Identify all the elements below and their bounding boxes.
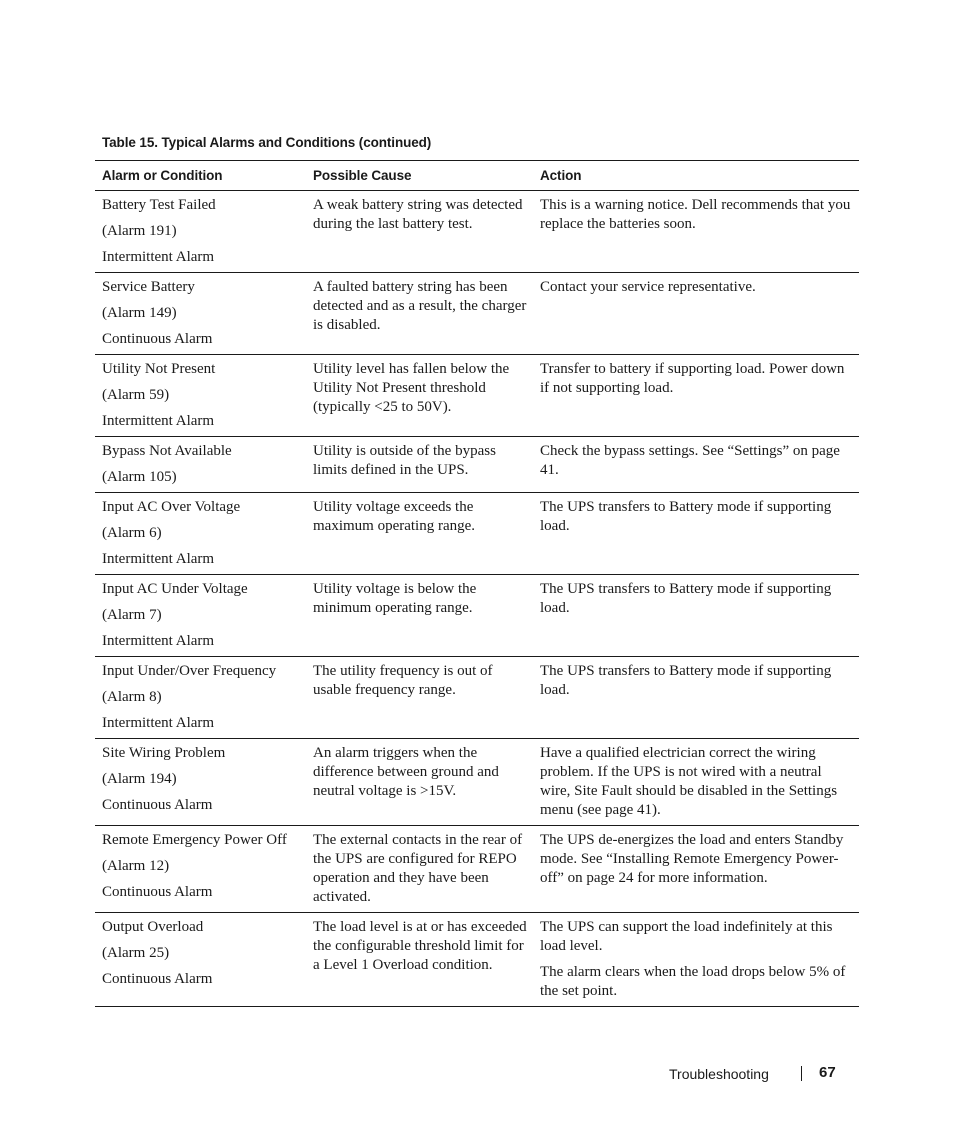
- action-cell: [533, 913, 859, 1007]
- cause-cell: [306, 575, 533, 657]
- alarm-type: Continuous Alarm: [102, 331, 213, 347]
- action-text: The UPS transfers to Battery mode if supporting load.: [540, 663, 832, 698]
- alarms-table: [95, 160, 859, 1007]
- cause-cell: [306, 273, 533, 355]
- condition-name: Utility Not Present: [102, 361, 216, 377]
- condition-name: Site Wiring Problem: [102, 745, 226, 761]
- alarm-code: (Alarm 25): [102, 945, 170, 961]
- alarm-code: (Alarm 12): [102, 858, 170, 874]
- action-text: Transfer to battery if supporting load. Power down if not supporting load.: [540, 361, 845, 396]
- action-cell: [533, 493, 859, 575]
- action-text: This is a warning notice. Dell recommends that you replace the batteries soon.: [540, 197, 851, 232]
- action-text: Check the bypass settings. See “Settings” on page 41.: [540, 443, 840, 478]
- table-row: [95, 191, 859, 273]
- cause-text: The external contacts in the rear of the UPS are configured for REPO operation and they have been activated.: [313, 832, 523, 905]
- alarm-code: (Alarm 191): [102, 223, 177, 239]
- alarm-type: Continuous Alarm: [102, 797, 213, 813]
- alarm-code: (Alarm 59): [102, 387, 170, 403]
- alarm-type: Intermittent Alarm: [102, 249, 215, 265]
- action-cell: [533, 575, 859, 657]
- cause-text: An alarm triggers when the difference between ground and neutral voltage is >15V.: [313, 745, 499, 799]
- condition-cell: [95, 739, 306, 826]
- cause-text: A weak battery string was detected during the last battery test.: [313, 197, 523, 232]
- action-cell: [533, 355, 859, 437]
- header-alarm-or-condition: Alarm or Condition: [95, 161, 306, 191]
- condition-cell: [95, 437, 306, 493]
- alarm-code: (Alarm 8): [102, 689, 162, 705]
- cause-text: Utility level has fallen below the Utility Not Present threshold (typically <25 to 50V).: [313, 361, 510, 415]
- cause-cell: [306, 493, 533, 575]
- condition-name: Input AC Over Voltage: [102, 499, 241, 515]
- condition-name: Remote Emergency Power Off: [102, 832, 287, 848]
- alarm-code: (Alarm 194): [102, 771, 177, 787]
- table-row: [95, 575, 859, 657]
- alarm-code: (Alarm 7): [102, 607, 162, 623]
- cause-cell: [306, 355, 533, 437]
- alarm-type: Intermittent Alarm: [102, 633, 215, 649]
- cause-cell: [306, 437, 533, 493]
- table-row: [95, 826, 859, 913]
- footer-separator: [801, 1066, 802, 1081]
- condition-name: Battery Test Failed: [102, 197, 216, 213]
- condition-cell: [95, 273, 306, 355]
- condition-cell: [95, 191, 306, 273]
- action-text: The UPS de-energizes the load and enters Standby mode. See “Installing Remote Emergency Power-off” on page 24 for more information.: [540, 832, 844, 886]
- table-caption: Table 15. Typical Alarms and Conditions (continued): [102, 135, 432, 150]
- action-text: The UPS transfers to Battery mode if supporting load.: [540, 499, 832, 534]
- cause-text: Utility voltage exceeds the maximum operating range.: [313, 499, 476, 534]
- action-cell: [533, 437, 859, 493]
- table-row: [95, 437, 859, 493]
- cause-cell: [306, 913, 533, 1007]
- table-body: [95, 191, 859, 1007]
- cause-text: The utility frequency is out of usable frequency range.: [313, 663, 493, 698]
- condition-cell: [95, 657, 306, 739]
- page-number: 67: [819, 1064, 836, 1081]
- action-cell: [533, 657, 859, 739]
- footer-section-title: Troubleshooting: [669, 1066, 769, 1082]
- cause-cell: [306, 826, 533, 913]
- condition-cell: [95, 575, 306, 657]
- header-action: Action: [533, 161, 859, 191]
- cause-cell: [306, 739, 533, 826]
- alarm-type: Intermittent Alarm: [102, 551, 215, 567]
- alarm-code: (Alarm 105): [102, 469, 177, 485]
- alarm-code: (Alarm 6): [102, 525, 162, 541]
- table-row: [95, 739, 859, 826]
- action-cell: [533, 273, 859, 355]
- cause-cell: [306, 191, 533, 273]
- table-row: [95, 913, 859, 1007]
- table-row: [95, 355, 859, 437]
- condition-name: Input AC Under Voltage: [102, 581, 248, 597]
- alarm-type: Continuous Alarm: [102, 884, 213, 900]
- header-possible-cause: Possible Cause: [306, 161, 533, 191]
- alarm-type: Intermittent Alarm: [102, 413, 215, 429]
- table-row: [95, 657, 859, 739]
- table-row: [95, 493, 859, 575]
- page-footer: [0, 1063, 954, 1085]
- condition-cell: [95, 493, 306, 575]
- condition-name: Service Battery: [102, 279, 195, 295]
- cause-text: The load level is at or has exceeded the configurable threshold limit for a Level 1 Overload condition.: [313, 919, 527, 973]
- cause-cell: [306, 657, 533, 739]
- action-text: The UPS can support the load indefinitely at this load level.: [540, 919, 833, 954]
- action-text: Have a qualified electrician correct the wiring problem. If the UPS is not wired with a neutral wire, Site Fault should be disabled in the Settings menu (see page 41).: [540, 745, 838, 818]
- action-cell: [533, 739, 859, 826]
- cause-text: Utility is outside of the bypass limits defined in the UPS.: [313, 443, 496, 478]
- alarm-type: Continuous Alarm: [102, 971, 213, 987]
- action-cell: [533, 191, 859, 273]
- condition-name: Output Overload: [102, 919, 204, 935]
- alarm-type: Intermittent Alarm: [102, 715, 215, 731]
- table-header: [95, 161, 859, 191]
- action-text: The alarm clears when the load drops below 5% of the set point.: [540, 964, 846, 999]
- alarm-code: (Alarm 149): [102, 305, 177, 321]
- condition-name: Input Under/Over Frequency: [102, 663, 277, 679]
- cause-text: A faulted battery string has been detected and as a result, the charger is disabled.: [313, 279, 527, 333]
- cause-text: Utility voltage is below the minimum operating range.: [313, 581, 477, 616]
- action-text: Contact your service representative.: [540, 279, 756, 295]
- condition-cell: [95, 355, 306, 437]
- action-text: The UPS transfers to Battery mode if supporting load.: [540, 581, 832, 616]
- condition-cell: [95, 913, 306, 1007]
- table-row: [95, 273, 859, 355]
- action-cell: [533, 826, 859, 913]
- condition-cell: [95, 826, 306, 913]
- condition-name: Bypass Not Available: [102, 443, 232, 459]
